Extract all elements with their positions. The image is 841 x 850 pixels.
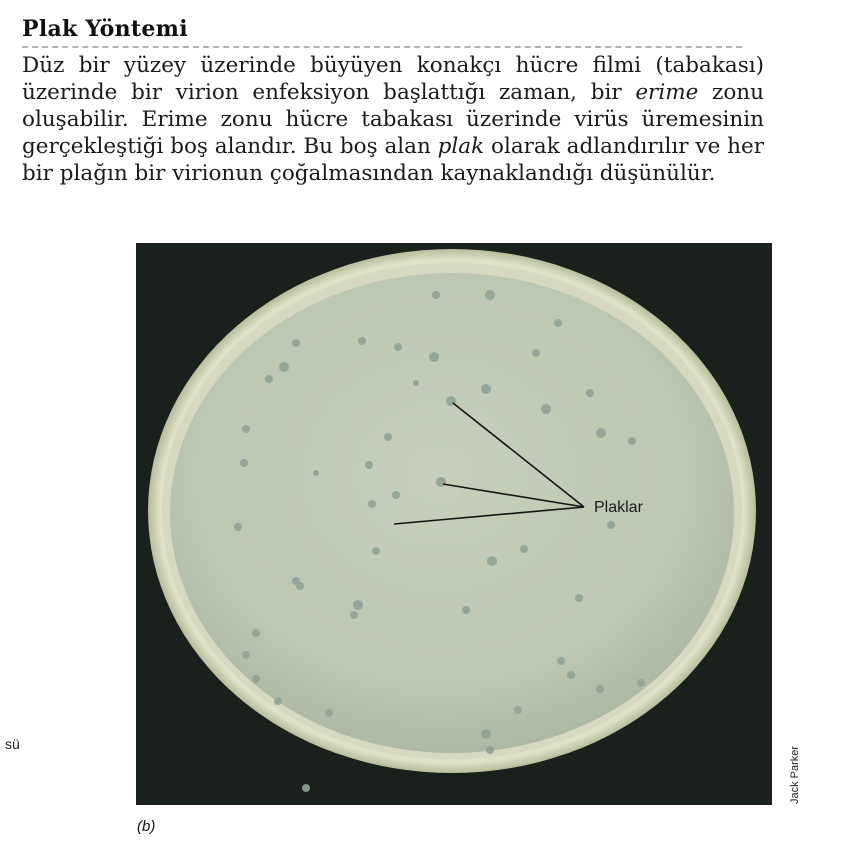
plaque-spot — [520, 545, 528, 553]
plaque-spot — [372, 547, 380, 555]
photo-credit-text: Jack Parker — [789, 745, 802, 805]
plaque-spot — [302, 784, 310, 792]
plaque-spot — [413, 380, 419, 386]
body-paragraph — [22, 52, 764, 187]
paragraph-text-2: zonu oluşabilir. Erime zonu hücre tabakası üzerinde virüs üremesinin gerçekleştiği boş alandır. Bu boş alan — [22, 80, 764, 159]
plaque-spot — [234, 523, 242, 531]
plaque-spot — [242, 651, 250, 659]
panel-label: (b) — [137, 818, 156, 835]
plaques-label: Plaklar — [594, 499, 643, 516]
plaque-spot — [485, 290, 495, 300]
plaque-spot — [265, 375, 273, 383]
plaque-spot — [313, 470, 319, 476]
plaque-spot — [368, 500, 376, 508]
plaque-spot — [628, 437, 636, 445]
term-erime: erime — [635, 80, 699, 105]
plaque-spot — [575, 594, 583, 602]
plaque-spot — [532, 349, 540, 357]
plaque-spot — [242, 425, 250, 433]
plaque-spot — [432, 291, 440, 299]
plaque-spot — [596, 685, 604, 693]
plaque-spot — [240, 459, 248, 467]
plaque-spot — [541, 404, 551, 414]
plaque-spot — [486, 746, 494, 754]
plaque-spot — [554, 319, 562, 327]
plaque-spot — [567, 671, 575, 679]
plaque-spot — [392, 491, 400, 499]
section-title: Plak Yöntemi — [22, 16, 188, 42]
plaque-spot — [358, 337, 366, 345]
petri-dish-photo — [136, 243, 772, 805]
plaque-spot — [481, 384, 491, 394]
plaque-spot — [607, 521, 615, 529]
plaque-spot — [596, 428, 606, 438]
plaque-spot — [292, 339, 300, 347]
photo-credit — [785, 741, 805, 809]
plaque-spot — [274, 697, 282, 705]
plaque-spot — [462, 606, 470, 614]
plaque-spot — [279, 362, 289, 372]
plaque-spot — [514, 706, 522, 714]
plaque-spot — [384, 433, 392, 441]
plaque-spot — [481, 729, 491, 739]
margin-fragment: sü — [5, 736, 20, 752]
plaque-spot — [436, 477, 446, 487]
petri-dish-illustration — [136, 243, 772, 805]
paragraph-text-1: Düz bir yüzey üzerinde büyüyen konakçı hücre filmi (tabakası) üzerinde bir virion enfeksiyon başlattığı zaman, bir — [22, 53, 764, 105]
plaque-spot — [350, 611, 358, 619]
plaque-spot — [325, 709, 333, 717]
plaque-spot — [252, 675, 260, 683]
title-divider — [22, 44, 742, 48]
plaque-spot — [353, 600, 363, 610]
plaque-spot — [557, 657, 565, 665]
plaque-spot — [637, 679, 645, 687]
term-plak: plak — [437, 134, 485, 159]
plaque-spot — [586, 389, 594, 397]
plaque-spot — [394, 343, 402, 351]
plaque-spot — [487, 556, 497, 566]
plaque-spot — [365, 461, 373, 469]
plaque-spot — [252, 629, 260, 637]
paragraph-text-3: olarak adlandırılır ve her bir plağın bir virionun çoğalmasından kaynaklandığı düşünülür. — [22, 134, 764, 186]
plaque-spot — [429, 352, 439, 362]
plaque-spot — [292, 577, 300, 585]
